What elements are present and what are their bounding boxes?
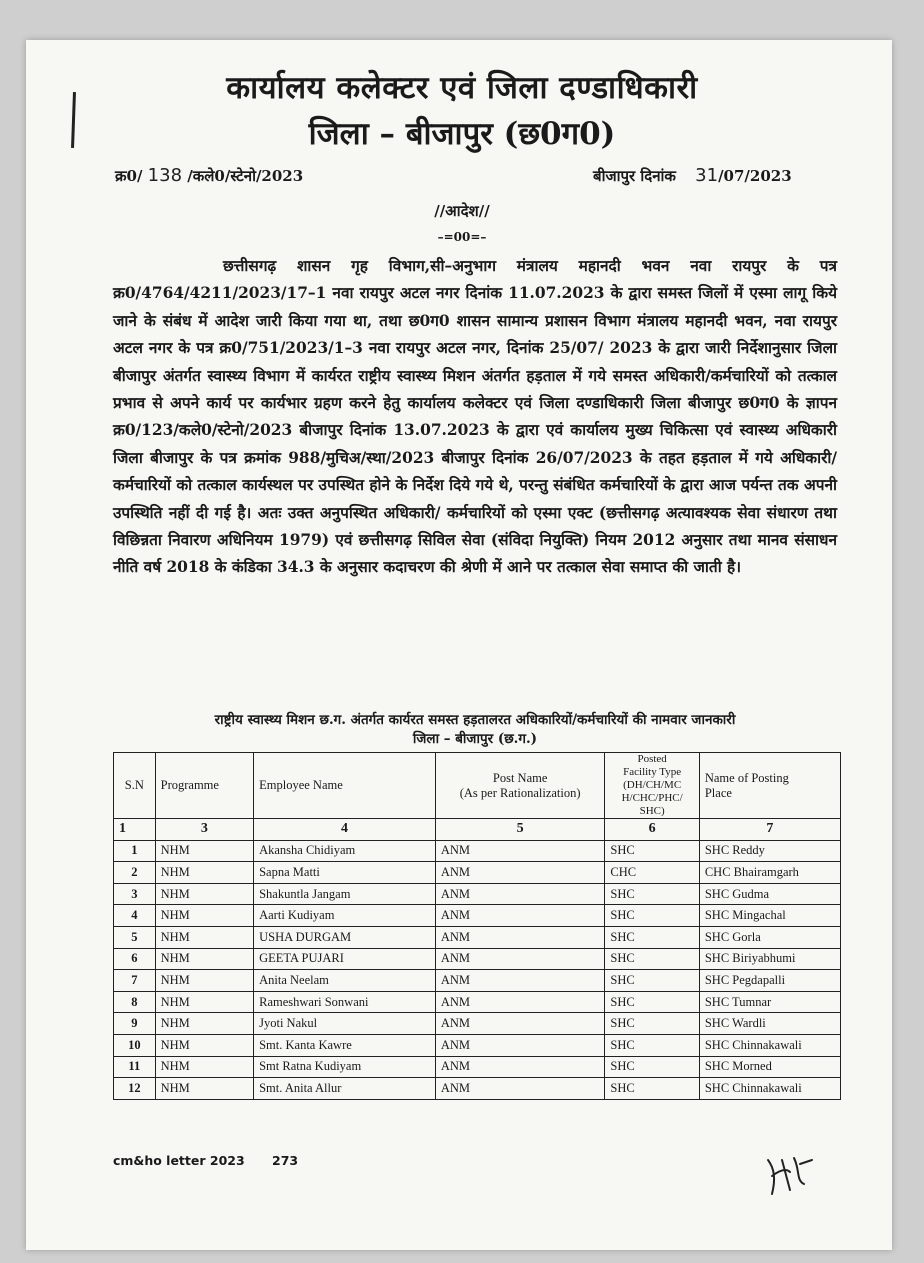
table-row: [114, 926, 841, 948]
cell-programme: NHM: [155, 883, 253, 905]
cell-sn: 4: [114, 905, 156, 927]
cell-sn: 6: [114, 948, 156, 970]
cell-place: SHC Pegdapalli: [699, 970, 840, 992]
cell-facility: CHC: [605, 862, 699, 884]
cell-post: ANM: [435, 1034, 605, 1056]
cell-sn: 5: [114, 926, 156, 948]
cell-employee-name: Anita Neelam: [254, 970, 436, 992]
cell-place: SHC Biriyabhumi: [699, 948, 840, 970]
header-sn: S.N: [114, 753, 156, 819]
header-post-name: Post Name (As per Rationalization): [435, 753, 605, 819]
table-row: [114, 1056, 841, 1078]
reference-number: [115, 165, 303, 186]
ref-prefix: क्र0/: [115, 167, 143, 185]
footer-letter-ref: cm&ho letter 2023: [113, 1153, 245, 1168]
table-row: [114, 991, 841, 1013]
column-number-row: [114, 819, 841, 841]
cell-programme: NHM: [155, 926, 253, 948]
cell-post: ANM: [435, 970, 605, 992]
cell-place: SHC Tumnar: [699, 991, 840, 1013]
header-programme: Programme: [155, 753, 253, 819]
cell-post: ANM: [435, 1056, 605, 1078]
table-row: [114, 862, 841, 884]
date-rest: /07/2023: [718, 167, 792, 185]
cell-sn: 10: [114, 1034, 156, 1056]
cell-post: ANM: [435, 1013, 605, 1035]
col-num: 6: [605, 819, 699, 841]
cell-employee-name: Rameshwari Sonwani: [254, 991, 436, 1013]
cell-programme: NHM: [155, 862, 253, 884]
col-num: 1: [114, 819, 156, 841]
cell-place: SHC Wardli: [699, 1013, 840, 1035]
table-row: [114, 1013, 841, 1035]
order-date: [593, 165, 792, 186]
col-num: 4: [254, 819, 436, 841]
office-title: कार्यालय कलेक्टर एवं जिला दण्डाधिकारी: [226, 70, 698, 106]
cell-facility: SHC: [605, 948, 699, 970]
cell-programme: NHM: [155, 1034, 253, 1056]
separator: –=00=–: [437, 230, 487, 244]
cell-post: ANM: [435, 862, 605, 884]
table-row: [114, 883, 841, 905]
ref-suffix: /कले0/स्टेनो/2023: [187, 167, 304, 185]
cell-programme: NHM: [155, 970, 253, 992]
cell-facility: SHC: [605, 1056, 699, 1078]
date-label: बीजापुर दिनांक: [593, 167, 676, 185]
table-body: [114, 840, 841, 1099]
cell-programme: NHM: [155, 905, 253, 927]
cell-employee-name: Akansha Chidiyam: [254, 840, 436, 862]
employee-table: [113, 752, 841, 1100]
cell-place: SHC Morned: [699, 1056, 840, 1078]
cell-employee-name: Smt. Anita Allur: [254, 1078, 436, 1100]
cell-post: ANM: [435, 926, 605, 948]
cell-facility: SHC: [605, 970, 699, 992]
table-row: [114, 1034, 841, 1056]
table-row: [114, 1078, 841, 1100]
cell-sn: 9: [114, 1013, 156, 1035]
cell-place: SHC Mingachal: [699, 905, 840, 927]
col-num: 7: [699, 819, 840, 841]
signature: [760, 1150, 820, 1200]
cell-post: ANM: [435, 1078, 605, 1100]
cell-facility: SHC: [605, 883, 699, 905]
cell-sn: 2: [114, 862, 156, 884]
cell-facility: SHC: [605, 1013, 699, 1035]
cell-employee-name: Smt. Kanta Kawre: [254, 1034, 436, 1056]
cell-place: SHC Chinnakawali: [699, 1034, 840, 1056]
cell-post: ANM: [435, 991, 605, 1013]
cell-facility: SHC: [605, 1034, 699, 1056]
cell-post: ANM: [435, 905, 605, 927]
cell-facility: SHC: [605, 1078, 699, 1100]
footer-page-number: 273: [272, 1153, 299, 1168]
cell-programme: NHM: [155, 840, 253, 862]
cell-employee-name: Aarti Kudiyam: [254, 905, 436, 927]
header-facility-type: Posted Facility Type (DH/CH/MC H/CHC/PHC/ SHC): [605, 753, 699, 819]
order-body: छत्तीसगढ़ शासन गृह विभाग,सी–अनुभाग मंत्रालय महानदी भवन नवा रायपुर के पत्र क्र0/4764/4211/2023/17–1 नवा रायपुर अटल नगर दिनांक 11.07.2023 के द्वारा समस्त जिलों में एस्मा लागू किये जाने के संबंध में आदेश जारी किया गया था, तथा छ0ग0 शासन सामान्य प्रशासन विभाग मंत्रालय महानदी भवन, नवा रायपुर अटल नगर के पत्र क्र0/751/2023/1–3 नवा रायपुर अटल नगर, दिनांक 25/07/ 2023 के द्वारा जारी निर्देशानुसार जिला बीजापुर अंतर्गत स्वास्थ्य विभाग में कार्यरत राष्ट्रीय स्वास्थ्य मिशन अंतर्गत हड़ताल में गये समस्त अधिकारी/कर्मचारियों को तत्काल प्रभाव से अपने कार्य पर कार्यभार ग्रहण करने हेतु कार्यालय कलेक्टर एवं जिला दण्डाधिकारी जिला बीजापुर छ0ग0 के ज्ञापन क्र0/123/कले0/स्टेनो/2023 बीजापुर दिनांक 13.07.2023 के द्वारा एवं कार्यालय मुख्य चिकित्सा एवं स्वास्थ्य अधिकारी जिला बीजापुर के पत्र क्रमांक 988/मुचिअ/स्था/2023 बीजापुर दिनांक 26/07/2023 के तहत हड़ताल में गये अधिकारी/कर्मचारियों को तत्काल कार्यस्थल पर उपस्थित होने के निर्देश दिये गये थे, परन्तु संबंधित कर्मचारियों के द्वारा आज पर्यन्त तक अपनी उपस्थिति नहीं दी गई है। अतः उक्त अनुपस्थित अधिकारी/ कर्मचारियों को एस्मा एक्ट (छत्तीसगढ़ अत्यावश्यक सेवा संधारण तथा विछिन्नता निवारण अधिनियम 1979) एवं छत्तीसगढ़ सिविल सेवा (संविदा नियुक्ति) नियम 2012 अनुसार तथा मानव संसाधन नीति वर्ष 2018 के कंडिका 34.3 के अनुसार कदाचरण की श्रेणी में आने पर तत्काल सेवा समाप्त की जाती है।: [113, 257, 837, 577]
cell-employee-name: Jyoti Nakul: [254, 1013, 436, 1035]
table-subheading: जिला – बीजापुर (छ.ग.): [412, 731, 538, 747]
cell-place: CHC Bhairamgarh: [699, 862, 840, 884]
cell-post: ANM: [435, 883, 605, 905]
cell-employee-name: USHA DURGAM: [254, 926, 436, 948]
cell-place: SHC Gorla: [699, 926, 840, 948]
cell-place: SHC Gudma: [699, 883, 840, 905]
cell-employee-name: Smt Ratna Kudiyam: [254, 1056, 436, 1078]
cell-facility: SHC: [605, 905, 699, 927]
order-title: //आदेश//: [434, 202, 490, 220]
cell-employee-name: Sapna Matti: [254, 862, 436, 884]
cell-programme: NHM: [155, 1013, 253, 1035]
cell-programme: NHM: [155, 991, 253, 1013]
cell-sn: 1: [114, 840, 156, 862]
table-row: [114, 970, 841, 992]
ref-number-handwritten: 138: [147, 165, 183, 186]
table-heading: राष्ट्रीय स्वास्थ्य मिशन छ.ग. अंतर्गत कार्यरत समस्त हड़तालरत अधिकारियों/कर्मचारियों की नामवार जानकारी: [214, 712, 736, 728]
cell-programme: NHM: [155, 948, 253, 970]
cell-programme: NHM: [155, 1056, 253, 1078]
cell-sn: 7: [114, 970, 156, 992]
table-row: [114, 840, 841, 862]
col-num: 5: [435, 819, 605, 841]
cell-facility: SHC: [605, 926, 699, 948]
cell-programme: NHM: [155, 1078, 253, 1100]
cell-sn: 3: [114, 883, 156, 905]
cell-place: SHC Chinnakawali: [699, 1078, 840, 1100]
date-day-handwritten: 31: [695, 165, 719, 186]
district-title: जिला – बीजापुर (छ0ग0): [308, 116, 616, 152]
cell-facility: SHC: [605, 991, 699, 1013]
cell-sn: 12: [114, 1078, 156, 1100]
col-num: 3: [155, 819, 253, 841]
cell-sn: 11: [114, 1056, 156, 1078]
cell-place: SHC Reddy: [699, 840, 840, 862]
cell-post: ANM: [435, 840, 605, 862]
table-header-row: [114, 753, 841, 819]
cell-employee-name: Shakuntla Jangam: [254, 883, 436, 905]
header-posting-place: Name of Posting Place: [699, 753, 840, 819]
table-row: [114, 905, 841, 927]
cell-post: ANM: [435, 948, 605, 970]
table-row: [114, 948, 841, 970]
cell-facility: SHC: [605, 840, 699, 862]
cell-employee-name: GEETA PUJARI: [254, 948, 436, 970]
header-employee-name: Employee Name: [254, 753, 436, 819]
cell-sn: 8: [114, 991, 156, 1013]
